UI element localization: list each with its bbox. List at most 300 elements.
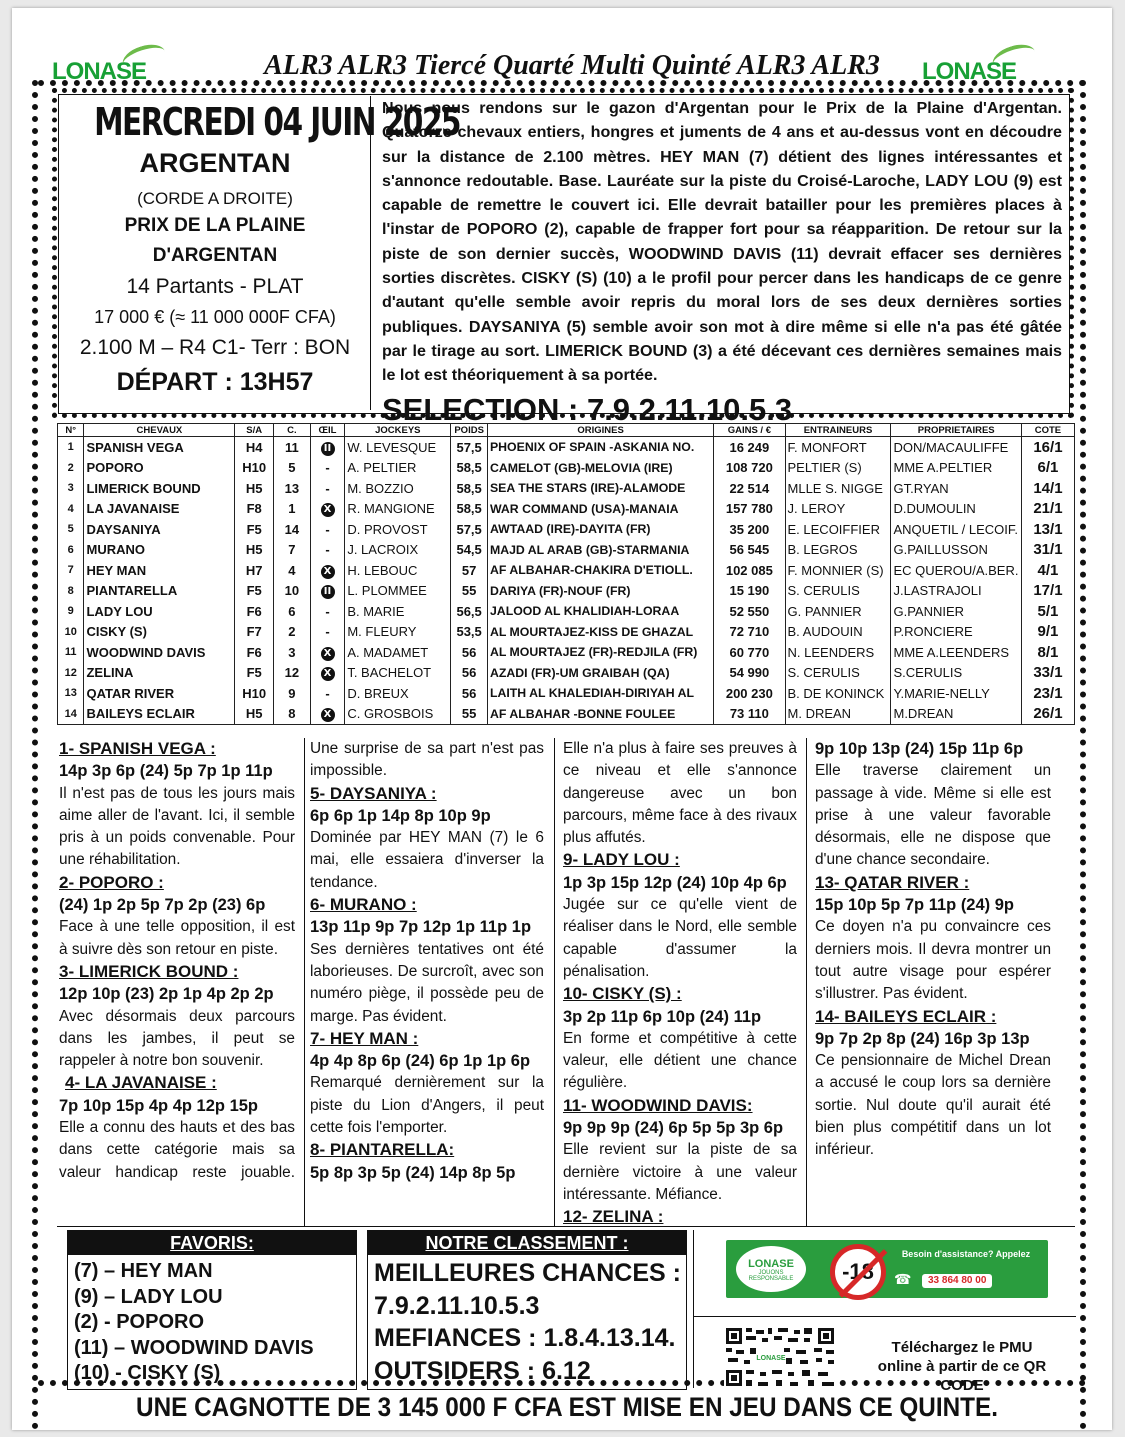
cell-poids: 57 <box>451 560 488 581</box>
cell-gains: 200 230 <box>714 683 785 704</box>
comments-col-1 <box>59 738 295 1226</box>
dotted-border-left <box>32 80 38 1430</box>
race-header <box>52 88 1074 427</box>
comment-head: 6- MURANO : <box>310 895 417 915</box>
cell-cote: 33/1 <box>1021 663 1074 684</box>
favoris-list <box>74 1259 314 1387</box>
cell-poids: 57,5 <box>451 519 488 540</box>
cell-cote: 8/1 <box>1021 642 1074 663</box>
lonase-logo-left <box>52 54 182 85</box>
cell-cote: 21/1 <box>1021 499 1074 520</box>
comment-head: 13- QATAR RIVER : <box>815 872 970 892</box>
classement-box <box>367 1230 687 1390</box>
favoris-box <box>67 1230 357 1390</box>
cell-jockey: T. BACHELOT <box>345 663 451 684</box>
comment-head: 5- DAYSANIYA : <box>310 783 437 803</box>
cell-owner: J.LASTRAJOLI <box>891 581 1021 602</box>
cell-horse: CISKY (S) <box>84 622 235 643</box>
hood-icon: II <box>321 585 335 599</box>
favori-item: (10) - CISKY (S) <box>74 1362 221 1384</box>
cell-origins: AL MOURTAJEZ (FR)-REDJILA (FR) <box>487 642 713 663</box>
cell-sa: H10 <box>235 458 274 479</box>
blinkers-icon: X <box>321 708 335 722</box>
cell-owner: P.RONCIERE <box>891 622 1021 643</box>
cell-c: 8 <box>274 704 311 725</box>
cell-owner: DON/MACAULIFFE <box>891 437 1021 458</box>
cell-c: 9 <box>274 683 311 704</box>
cell-origins: MAJD AL ARAB (GB)-STARMANIA <box>487 540 713 561</box>
cell-oeil: - <box>310 478 345 499</box>
comment-head: 3- LIMERICK BOUND : <box>59 961 239 981</box>
comment-head: 12- ZELINA : <box>563 1207 664 1226</box>
cell-sa: H10 <box>235 683 274 704</box>
cell-trainer: PELTIER (S) <box>785 458 891 479</box>
comment-head: 2- POPORO : <box>59 872 164 892</box>
comment-text: Avec désormais deux parcours dans les jambes, il peut se rappeler à notre bon souvenir. <box>59 1007 295 1070</box>
responsible-gaming-banner <box>726 1240 1048 1298</box>
distance: 2.100 M – R4 C1- Terr : BON <box>79 336 351 359</box>
favori-item: (2) - POPORO <box>74 1311 205 1333</box>
meilleures-chances: 7.9.2.11.10.5.3 <box>374 1291 540 1320</box>
cell-n: 8 <box>58 581 84 602</box>
cell-jockey: C. GROSBOIS <box>345 704 451 725</box>
cell-oeil: - <box>310 601 345 622</box>
cell-n: 10 <box>58 622 84 643</box>
cell-trainer: N. LEENDERS <box>785 642 891 663</box>
qr-caption <box>862 1338 1062 1395</box>
cell-gains: 15 190 <box>714 581 785 602</box>
cell-trainer: S. CERULIS <box>785 581 891 602</box>
phone-icon: ☎ <box>894 1272 912 1288</box>
blinkers-icon: X <box>321 503 335 517</box>
comment-text: En forme et compétitive à cette valeur, elle détient une chance régulière. <box>563 1029 797 1092</box>
cell-poids: 58,5 <box>451 458 488 479</box>
cell-cote: 5/1 <box>1021 601 1074 622</box>
cell-owner: GT.RYAN <box>891 478 1021 499</box>
cell-horse: BAILEYS ECLAIR <box>84 704 235 725</box>
cell-c: 14 <box>274 519 311 540</box>
cell-gains: 54 990 <box>714 663 785 684</box>
logo-text: LONASE <box>52 58 147 85</box>
assistance-phone: 33 864 80 00 <box>922 1274 992 1288</box>
comment-head: 1- SPANISH VEGA : <box>59 739 216 758</box>
cell-poids: 56 <box>451 642 488 663</box>
column-header: JOCKEYS <box>345 424 451 437</box>
cell-owner: S.CERULIS <box>891 663 1021 684</box>
cell-c: 4 <box>274 560 311 581</box>
cell-cote: 17/1 <box>1021 581 1074 602</box>
minus-18-icon <box>830 1244 886 1300</box>
cell-sa: F5 <box>235 519 274 540</box>
cell-owner: G.PANNIER <box>891 601 1021 622</box>
cell-gains: 60 770 <box>714 642 785 663</box>
cell-sa: H5 <box>235 540 274 561</box>
comments-col-4 <box>815 738 1051 1226</box>
cell-jockey: H. LEBOUC <box>345 560 451 581</box>
cell-owner: D.DUMOULIN <box>891 499 1021 520</box>
classement-title: NOTRE CLASSEMENT : <box>368 1231 686 1255</box>
column-header: GAINS / € <box>714 424 785 437</box>
cell-poids: 58,5 <box>451 478 488 499</box>
table-row <box>58 499 1075 520</box>
partants: 14 Partants - PLAT <box>126 275 304 298</box>
cell-horse: QATAR RIVER <box>84 683 235 704</box>
cell-c: 5 <box>274 458 311 479</box>
cell-n: 4 <box>58 499 84 520</box>
cell-sa: H4 <box>235 437 274 458</box>
cell-poids: 58,5 <box>451 499 488 520</box>
cell-jockey: J. LACROIX <box>345 540 451 561</box>
column-header: PROPRIETAIRES <box>891 424 1021 437</box>
comment-head: 10- CISKY (S) : <box>563 984 682 1004</box>
cell-n: 13 <box>58 683 84 704</box>
cell-n: 11 <box>58 642 84 663</box>
cell-gains: 22 514 <box>714 478 785 499</box>
column-header: N° <box>58 424 84 437</box>
cell-gains: 16 249 <box>714 437 785 458</box>
comment-head: 7- HEY MAN : <box>310 1028 419 1048</box>
cell-poids: 56 <box>451 683 488 704</box>
comment-continued <box>310 738 544 783</box>
selection: SELECTION : 7.9.2.11.10.5.3 <box>382 391 793 427</box>
cell-oeil: - <box>310 622 345 643</box>
column-header: ORIGINES <box>487 424 713 437</box>
cell-n: 6 <box>58 540 84 561</box>
cell-cote: 14/1 <box>1021 478 1074 499</box>
cell-gains: 73 110 <box>714 704 785 725</box>
cell-jockey: D. PROVOST <box>345 519 451 540</box>
comment-perf: 12p 10p (23) 2p 1p 4p 2p 2p <box>59 985 274 1004</box>
comment-text: Elle a connu des hauts et des bas dans cette catégorie mais sa valeur handicap reste jouable. <box>59 1119 295 1181</box>
cell-poids: 55 <box>451 704 488 725</box>
cell-jockey: M. BOZZIO <box>345 478 451 499</box>
runners-table <box>57 423 1075 725</box>
cell-cote: 26/1 <box>1021 704 1074 725</box>
cell-horse: WOODWIND DAVIS <box>84 642 235 663</box>
comment-perf: 15p 10p 5p 7p 11p (24) 9p <box>815 896 1014 915</box>
cell-owner: EC QUEROU/A.BER. <box>891 560 1021 581</box>
favoris-title: FAVORIS: <box>68 1231 356 1255</box>
cell-sa: F5 <box>235 581 274 602</box>
cell-n: 9 <box>58 601 84 622</box>
comment-text: Ce doyen n'a pu convaincre ces derniers mois. Il devra montrer un tout autre visage pour espérer s'illustrer. Pas évident. <box>815 918 1051 1003</box>
cell-oeil <box>310 704 345 725</box>
cell-c: 2 <box>274 622 311 643</box>
intro-paragraph: Nous nous rendons sur le gazon d'Argentan pour le Prix de la Plaine d'Argentan. Quatorze chevaux entiers, hongres et juments de 4 ans et au-dessus vont en découdre sur la distance de 2.100 mètres. HEY MAN (7) détient des lignes intéressantes et s'annonce redoutable. Base. Lauréate sur la piste du Croisé-Laroche, LADY LOU (9) est capable de remettre le couvert ici. Elle devrait batailler pour les premières places à l'instar de POPORO (2), capable de frapper fort pour sa réapparition. De retour sur la piste de son dernier succès, WOODWIND DAVIS (11) devrait effacer ses dernières sorties discrètes. CISKY (S) (10) a le profil pour percer dans les handicaps de ce genre d'autant qu'elle semble avoir repris du moral lors de ses deux dernières sorties publiques. DAYSANIYA (5) semble avoir son mot à dire même si elle n'a pas été gâtée par le tirage au sort. LIMERICK BOUND (3) a été décevant ces dernières semaines mais le lot est théoriquement à sa portée. <box>382 99 1062 385</box>
favori-item: (11) – WOODWIND DAVIS <box>74 1336 314 1359</box>
cell-owner: G.PAILLUSSON <box>891 540 1021 561</box>
cell-n: 1 <box>58 437 84 458</box>
cell-n: 7 <box>58 560 84 581</box>
cell-jockey: B. MARIE <box>345 601 451 622</box>
cell-origins: PHOENIX OF SPAIN -ASKANIA NO. <box>487 437 713 458</box>
cagnotte-banner: UNE CAGNOTTE DE 3 145 000 F CFA EST MISE EN JEU DANS CE QUINTE. <box>136 1392 998 1422</box>
cell-c: 11 <box>274 437 311 458</box>
comment-text: Il n'est pas de tous les jours mais aime aller de l'avant. Ici, il semble pris à un poids convenable. Pour une réhabilitation. <box>59 784 295 869</box>
depart-time: DÉPART : 13H57 <box>116 368 314 396</box>
outsiders: OUTSIDERS : 6.12 <box>374 1356 591 1385</box>
cell-c: 3 <box>274 642 311 663</box>
cell-horse: MURANO <box>84 540 235 561</box>
cell-origins: CAMELOT (GB)-MELOVIA (IRE) <box>487 458 713 479</box>
cell-c: 12 <box>274 663 311 684</box>
comment-head: 4- LA JAVANAISE : <box>65 1073 217 1093</box>
table-body <box>58 437 1075 725</box>
cell-gains: 56 545 <box>714 540 785 561</box>
blinkers-icon: X <box>321 647 335 661</box>
cell-horse: PIANTARELLA <box>84 581 235 602</box>
cell-n: 12 <box>58 663 84 684</box>
table-row <box>58 642 1075 663</box>
cell-trainer: B. DE KONINCK <box>785 683 891 704</box>
comment-head: 14- BAILEYS ECLAIR : <box>815 1006 997 1026</box>
cell-jockey: D. BREUX <box>345 683 451 704</box>
comment-perf: 4p 4p 8p 6p (24) 6p 1p 1p 6p <box>310 1052 531 1071</box>
qr-caption-line: CODE <box>940 1377 984 1394</box>
cell-origins: AWTAAD (IRE)-DAYITA (FR) <box>487 519 713 540</box>
cell-c: 7 <box>274 540 311 561</box>
table-row <box>58 601 1075 622</box>
logo-text: LONASE <box>922 58 1017 85</box>
table-row <box>58 704 1075 725</box>
comment-perf: (24) 1p 2p 5p 7p 2p (23) 6p <box>59 896 266 915</box>
qr-code-icon <box>724 1326 836 1388</box>
cell-trainer: B. LEGROS <box>785 540 891 561</box>
cell-cote: 4/1 <box>1021 560 1074 581</box>
cell-trainer: B. AUDOUIN <box>785 622 891 643</box>
favori-item: (7) – HEY MAN <box>74 1260 213 1282</box>
dotted-border-top <box>38 80 1086 86</box>
cell-cote: 23/1 <box>1021 683 1074 704</box>
cell-origins: AL MOURTAJEZ-KISS DE GHAZAL <box>487 622 713 643</box>
bottom-section <box>57 1226 1075 1396</box>
column-header: ENTRAINEURS <box>785 424 891 437</box>
badge-sub: JOUONS RESPONSABLE <box>748 1270 794 1282</box>
comment-text: Elle revient sur la piste de sa dernière victoire à une valeur intéressante. Méfiance. <box>563 1141 797 1203</box>
cell-horse: LADY LOU <box>84 601 235 622</box>
cell-jockey: L. PLOMMEE <box>345 581 451 602</box>
corde: (CORDE A DROITE) <box>137 189 293 208</box>
banner-title: ALR3 ALR3 Tiercé Quarté Multi Quinté ALR3 ALR3 <box>264 50 880 81</box>
lonase-logo-right <box>922 54 1052 85</box>
mefiances: MEFIANCES : 1.8.4.13.14. <box>374 1324 676 1352</box>
comment-text: Remarqué dernièrement sur la piste du Lion d'Angers, il peut cette fois l'emporter. <box>310 1074 544 1137</box>
cell-jockey: R. MANGIONE <box>345 499 451 520</box>
table-row <box>58 478 1075 499</box>
cell-poids: 55 <box>451 581 488 602</box>
cell-gains: 108 720 <box>714 458 785 479</box>
meilleures-chances-label: MEILLEURES CHANCES : <box>374 1259 681 1287</box>
cell-gains: 102 085 <box>714 560 785 581</box>
blinkers-icon: X <box>321 667 335 681</box>
comment-text: Face à une telle opposition, il est à suivre dès son retour en piste. <box>59 918 295 958</box>
horse-comments <box>57 738 1075 1226</box>
blinkers-icon: X <box>321 565 335 579</box>
cell-sa: H7 <box>235 560 274 581</box>
cell-poids: 56,5 <box>451 601 488 622</box>
cell-origins: LAITH AL KHALEDIAH-DIRIYAH AL <box>487 683 713 704</box>
race-sheet <box>12 8 1112 1430</box>
cell-sa: F5 <box>235 663 274 684</box>
cell-cote: 9/1 <box>1021 622 1074 643</box>
cell-oeil: - <box>310 540 345 561</box>
comment-head: 11- WOODWIND DAVIS: <box>563 1095 753 1115</box>
cell-horse: HEY MAN <box>84 560 235 581</box>
cell-n: 3 <box>58 478 84 499</box>
cell-origins: JALOOD AL KHALIDIAH-LORAA <box>487 601 713 622</box>
dotted-border-right <box>1080 80 1086 1430</box>
badge-text: LONASE <box>748 1258 794 1270</box>
comment-text-clip <box>59 1117 295 1183</box>
hood-icon: II <box>321 442 335 456</box>
column-header: ŒIL <box>310 424 345 437</box>
cell-trainer: G. PANNIER <box>785 601 891 622</box>
cell-c: 10 <box>274 581 311 602</box>
cell-sa: H5 <box>235 704 274 725</box>
cell-origins: AF ALBAHAR-CHAKIRA D'ETIOLL. <box>487 560 713 581</box>
cell-cote: 31/1 <box>1021 540 1074 561</box>
table-header-row <box>58 424 1075 437</box>
cell-owner: Y.MARIE-NELLY <box>891 683 1021 704</box>
comment-perf: 13p 11p 9p 7p 12p 1p 11p 1p <box>310 918 532 937</box>
table-row <box>58 540 1075 561</box>
cell-sa: F8 <box>235 499 274 520</box>
comment-text: Jugée sur ce qu'elle vient de réaliser dans le Nord, elle semble capable d'assumer la pénalisation. <box>563 896 797 980</box>
comment-text: Une surprise de sa part n'est pas impossible. <box>310 740 544 780</box>
prix-name-1: PRIX DE LA PLAINE <box>124 215 306 236</box>
cell-owner: ANQUETIL / LECOIF. <box>891 519 1021 540</box>
qr-code <box>724 1326 836 1388</box>
cell-cote: 16/1 <box>1021 437 1074 458</box>
comments-col-3 <box>563 738 797 1226</box>
allocation: 17 000 € (≈ 11 000 000F CFA) <box>94 307 336 327</box>
table-row <box>58 437 1075 458</box>
cell-c: 1 <box>274 499 311 520</box>
comment-text: Ce pensionnaire de Michel Drean a accusé le coup lors sa dernière sortie. Nul doute qu'il aurait été bien plus compétitif dans un lot inférieur. <box>815 1052 1051 1159</box>
cell-horse: SPANISH VEGA <box>84 437 235 458</box>
cell-trainer: F. MONNIER (S) <box>785 560 891 581</box>
cell-oeil: - <box>310 683 345 704</box>
cell-poids: 56 <box>451 663 488 684</box>
cell-horse: DAYSANIYA <box>84 519 235 540</box>
cell-poids: 57,5 <box>451 437 488 458</box>
cell-trainer: J. LEROY <box>785 499 891 520</box>
cell-trainer: MLLE S. NIGGE <box>785 478 891 499</box>
qr-caption-line: online à partir de ce QR <box>877 1358 1047 1375</box>
cell-oeil <box>310 642 345 663</box>
qr-caption-line: Téléchargez le PMU <box>891 1339 1033 1356</box>
comment-perf: 1p 3p 15p 12p (24) 10p 4p 6p <box>563 873 787 892</box>
comment-perf: 3p 2p 11p 6p 10p (24) 11p <box>563 1007 762 1026</box>
race-date: MERCREDI 04 JUIN 2025 <box>94 100 460 144</box>
cell-gains: 157 780 <box>714 499 785 520</box>
cell-c: 13 <box>274 478 311 499</box>
cell-oeil <box>310 437 345 458</box>
cell-oeil: - <box>310 458 345 479</box>
cell-owner: MME A.LEENDERS <box>891 642 1021 663</box>
cell-sa: F7 <box>235 622 274 643</box>
cell-jockey: A. MADAMET <box>345 642 451 663</box>
cell-oeil: - <box>310 519 345 540</box>
assistance-text: Besoin d'assistance? Appelez <box>901 1249 1031 1259</box>
table-row <box>58 560 1075 581</box>
cell-origins: AF ALBAHAR -BONNE FOULEE <box>487 704 713 725</box>
race-preview <box>382 96 1062 428</box>
cell-horse: LA JAVANAISE <box>84 499 235 520</box>
cell-sa: F6 <box>235 601 274 622</box>
cell-origins: WAR COMMAND (USA)-MANAIA <box>487 499 713 520</box>
cell-sa: F6 <box>235 642 274 663</box>
cell-horse: LIMERICK BOUND <box>84 478 235 499</box>
table-row <box>58 581 1075 602</box>
cell-horse: ZELINA <box>84 663 235 684</box>
comment-perf: 5p 8p 3p 5p (24) 14p 8p 5p <box>310 1163 516 1182</box>
column-header: S/A <box>235 424 274 437</box>
cell-oeil <box>310 560 345 581</box>
comment-perf: 9p 10p 13p (24) 15p 11p 6p <box>815 740 1024 758</box>
cell-jockey: W. LEVESQUE <box>345 437 451 458</box>
table-row <box>58 622 1075 643</box>
cell-origins: DARIYA (FR)-NOUF (FR) <box>487 581 713 602</box>
cell-origins: AZADI (FR)-UM GRAIBAH (QA) <box>487 663 713 684</box>
classement-lines <box>374 1257 684 1387</box>
cell-poids: 54,5 <box>451 540 488 561</box>
cell-oeil <box>310 581 345 602</box>
cell-oeil <box>310 663 345 684</box>
cell-poids: 53,5 <box>451 622 488 643</box>
cell-trainer: M. DREAN <box>785 704 891 725</box>
minus-18-text: -18 <box>842 1259 874 1284</box>
comment-perf: 6p 6p 1p 14p 8p 10p 9p <box>310 806 491 825</box>
qr-logo-text: LONASE <box>756 1355 786 1362</box>
comments-col-2 <box>310 738 544 1226</box>
cell-n: 2 <box>58 458 84 479</box>
table-row <box>58 683 1075 704</box>
cell-origins: SEA THE STARS (IRE)-ALAMODE <box>487 478 713 499</box>
comment-head: 9- LADY LOU : <box>563 850 680 870</box>
divider <box>694 1316 1076 1317</box>
table-row <box>58 519 1075 540</box>
cell-jockey: M. FLEURY <box>345 622 451 643</box>
comment-perf: 9p 9p 9p (24) 6p 5p 5p 3p 6p <box>563 1119 784 1138</box>
cell-trainer: S. CERULIS <box>785 663 891 684</box>
jouons-responsable-badge <box>736 1246 806 1292</box>
comment-perf: 7p 10p 15p 4p 4p 12p 15p <box>59 1096 258 1115</box>
cell-horse: POPORO <box>84 458 235 479</box>
responsible-box <box>693 1230 1076 1394</box>
column-header: CHEVAUX <box>84 424 235 437</box>
column-header: POIDS <box>451 424 488 437</box>
cell-cote: 6/1 <box>1021 458 1074 479</box>
comment-text: Ses dernières tentatives ont été laborieuses. De surcroît, avec son numéro piège, il possède peu de marge. Pas évident. <box>310 940 544 1025</box>
cell-oeil <box>310 499 345 520</box>
cell-sa: H5 <box>235 478 274 499</box>
comment-head: 8- PIANTARELLA: <box>310 1140 455 1160</box>
cell-trainer: F. MONFORT <box>785 437 891 458</box>
comment-perf: 9p 7p 2p 8p (24) 16p 3p 13p <box>815 1029 1030 1048</box>
cell-n: 5 <box>58 519 84 540</box>
cell-jockey: A. PELTIER <box>345 458 451 479</box>
comment-text: Elle n'a plus à faire ses preuves à ce niveau et elle s'annonce dangereuse avec un bon parcours, même face à des rivaux plus affutés. <box>563 740 797 847</box>
hippodrome: ARGENTAN <box>139 148 291 178</box>
cell-owner: M.DREAN <box>891 704 1021 725</box>
cell-owner: MME A.PELTIER <box>891 458 1021 479</box>
favori-item: (9) – LADY LOU <box>74 1285 223 1308</box>
comment-text: Dominée par HEY MAN (7) le 6 mai, elle essaiera d'inverser la tendance. <box>310 829 544 891</box>
comment-perf: 14p 3p 6p (24) 5p 7p 1p 11p <box>59 762 273 781</box>
race-info <box>60 96 460 410</box>
comment-text: Elle traverse clairement un passage à vide. Même si elle est prise à une valeur favorable désormais, elle ne dispose que d'une chance secondaire. <box>815 762 1051 869</box>
